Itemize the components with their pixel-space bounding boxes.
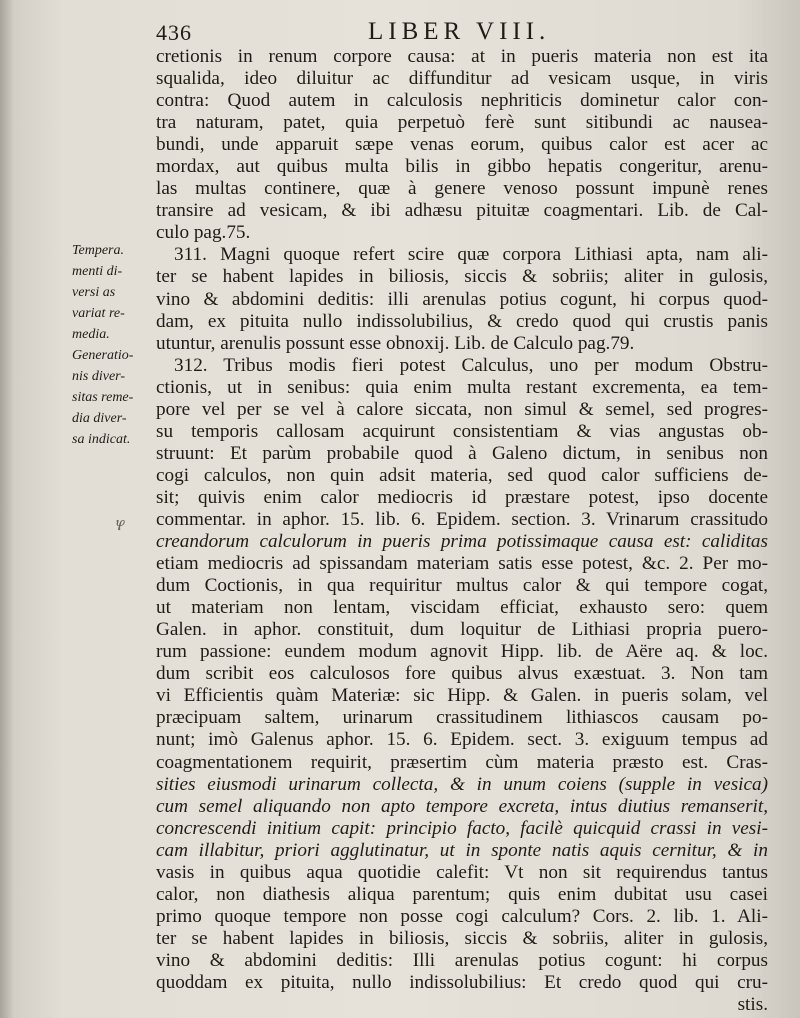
text-line: cogi calculos, non quin adsit materia, sed quod calor sufficiens de- (156, 464, 768, 486)
text-line: pore vel per se vel à calore siccata, non simul & semel, sed progres- (156, 398, 768, 420)
text-line: dam, ex pituita nullo indissolubilius, & credo quod qui crustis panis (156, 310, 768, 332)
text-line: ter se habent lapides in biliosis, siccis & sobriis; aliter in gulosis, (156, 266, 768, 288)
text-line: ut materiam non lentam, viscidam efficiat, exhausto sero: quem (156, 597, 768, 619)
text-line: quoddam ex pituita, nullo indissolubilius: Et credo quod qui cru- (156, 971, 768, 993)
text-line: sit; quivis enim calor mediocris id præstare potest, ipso docente (156, 486, 768, 508)
text-line: transire ad vesicam, & ibi adhæsu pituitæ coagmentari. Lib. de Cal- (156, 200, 768, 222)
text-line: cam illabitur, priori agglutinatur, ut in sponte natis aquis cernitur, & in (156, 839, 768, 861)
margin-note-line: media. (72, 327, 110, 342)
text-line: tra naturam, patet, quia perpetuò ferè sunt sitibundi ac nausea- (156, 112, 768, 134)
text-line: coagmentationem requirit, præsertim cùm materia præsto est. Cras- (156, 751, 768, 773)
text-line: dum scribit eos calculosos fore quibus alvus exæstuat. 3. Non tam (156, 663, 768, 685)
margin-note-line: versi as (72, 285, 116, 300)
text-line: calor, non diathesis aliqua parentum; quis enim dubitat usu casei (156, 883, 768, 905)
text-line: nunt; imò Galenus aphor. 15. 6. Epidem. sect. 3. exiguum tempus ad (156, 729, 768, 751)
margin-note-line: nis diver- (72, 369, 125, 384)
text-line: etiam mediocris ad spissandam materiam satis esse potest, &c. 2. Per mo- (156, 553, 768, 575)
text-line: Galen. in aphor. constituit, dum loquitur de Lithiasi propria puero- (156, 619, 768, 641)
text-line: las multas continere, quæ à genere venoso possunt impunè renes (156, 178, 768, 200)
text-line: concrescendi initium capit: principio facto, facilè quicquid crassi in vesi- (156, 817, 768, 839)
text-line: stis. (737, 994, 768, 1016)
text-line: cum semel aliquando non apto tempore excreta, intus diutius remanserit, (156, 795, 768, 817)
text-line: bundi, unde apparuit sæpe venas eorum, quibus calor est acer ac (156, 134, 768, 156)
margin-note-line: Generatio- (72, 348, 134, 363)
text-line: struunt: Et parùm probabile quod à Galeno dictum, in senibus non (156, 442, 768, 464)
text-line: creandorum calculorum in pueris prima potissimaque causa est: caliditas (156, 531, 768, 553)
text-line: primo quoque tempore non posse cogi calculum? Cors. 2. lib. 1. Ali- (156, 905, 768, 927)
margin-note-line: dia diver- (72, 411, 127, 426)
text-line: commentar. in aphor. 15. lib. 6. Epidem. section. 3. Vrinarum crassitudo (156, 508, 768, 530)
text-line: contra: Quod autem in calculosis nephriticis dominetur calor con- (156, 90, 768, 112)
margin-note-line: menti di- (72, 264, 123, 279)
page-header (0, 18, 800, 48)
text-line: vino & abdomini deditis: Illi arenulas potius cogunt: hi corpus (156, 949, 768, 971)
pen-mark: ⳡ (114, 510, 124, 535)
text-line: sities eiusmodi urinarum collecta, & in unum coiens (supple in vesica) (156, 773, 768, 795)
text-line: ctionis, ut in senibus: quia enim multa restant excrementa, ea tem- (156, 376, 768, 398)
text-line: 312. Tribus modis fieri potest Calculus, uno per modum Obstru- (174, 354, 768, 376)
margin-notes (72, 240, 158, 450)
text-line: vi Efficientis quàm Materiæ: sic Hipp. & Galen. in pueris solam, vel (156, 685, 768, 707)
running-title: LIBER VIII. (368, 18, 551, 45)
text-line: cretionis in renum corpore causa: at in pueris materia non est ita (156, 46, 768, 67)
text-line: vino & abdomini deditis: illi arenulas potius cogunt, hi corpus quod- (156, 288, 768, 310)
text-line: dum Coctionis, in qua requiritur multus calor & qui tempore cogat, (156, 575, 768, 597)
body-text (156, 46, 768, 1016)
text-line: mordax, aut quibus multa bilis in gibbo hepatis congeritur, arenu- (156, 156, 768, 178)
margin-note-line: sa indicat. (72, 432, 131, 447)
text-line: præcipuam saltem, urinarum crassitudinem lithiascos causam po- (156, 707, 768, 729)
text-line: squalida, ideo diluitur ac diffunditur ad vesicam usque, in viris (156, 68, 768, 90)
margin-note-line: Tempera. (72, 243, 124, 258)
margin-note-line: sitas reme- (72, 390, 134, 405)
text-line: vasis in quibus aqua quotidie calefit: Vt non sit requirendus tantus (156, 861, 768, 883)
margin-note-line: variat re- (72, 306, 125, 321)
text-line: ter se habent lapides in biliosis, siccis & sobriis, aliter in gulosis, (156, 927, 768, 949)
text-line: su temporis callosam acquirunt consistentiam & vias angustas ob- (156, 420, 768, 442)
text-line: culo pag.75. (156, 222, 251, 244)
text-line: rum passione: eundem modum agnovit Hipp. lib. de Aëre aq. & loc. (156, 641, 768, 663)
text-line: utuntur, arenulis possunt esse obnoxij. Lib. de Calculo pag.79. (156, 332, 635, 354)
text-line: 311. Magni quoque refert scire quæ corpora Lithiasi apta, nam ali- (174, 244, 768, 266)
page-number: 436 (156, 20, 192, 45)
